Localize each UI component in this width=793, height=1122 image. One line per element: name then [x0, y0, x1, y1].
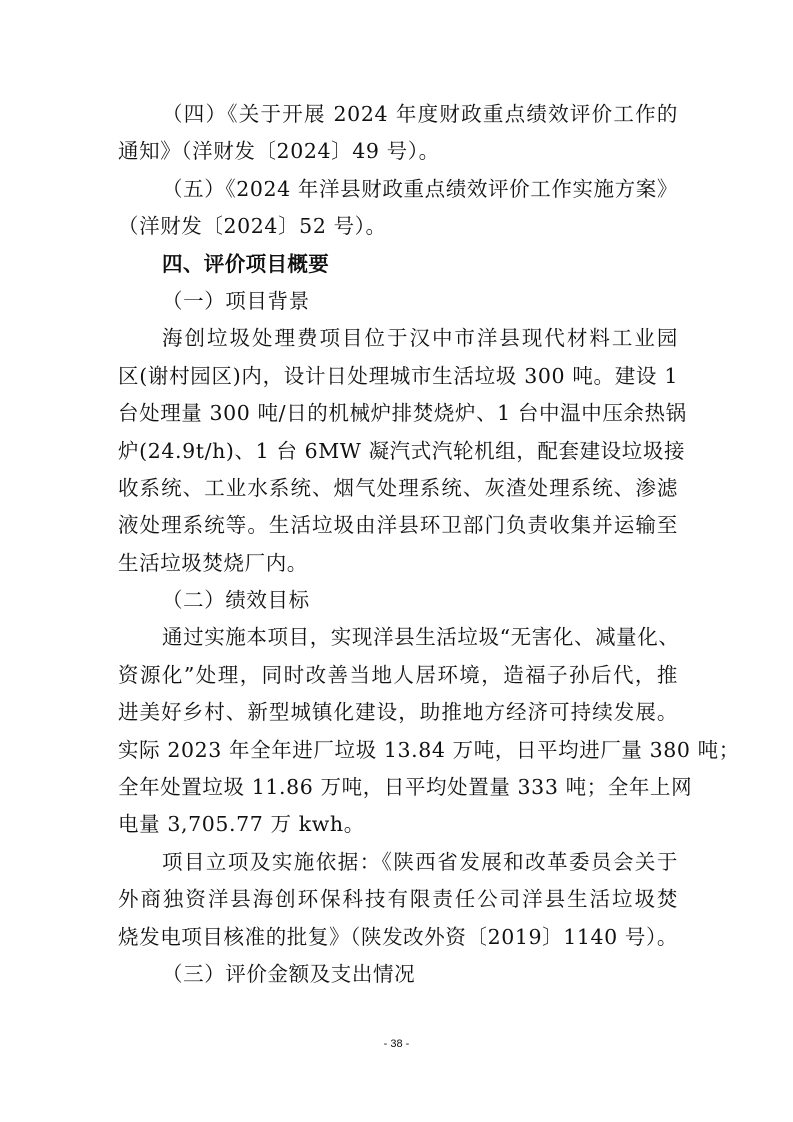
basis-paragraph-line: 项目立项及实施依据：《陕西省发展和改革委员会关于 [162, 849, 678, 874]
page-number: - 38 - [383, 1038, 410, 1050]
background-paragraph-line: 区(谢村园区)内，设计日处理城市生活垃圾 300 吨。建设 1 [118, 363, 678, 388]
goals-paragraph-line: 全年处置垃圾 11.86 万吨，日平均处置量 333 吨；全年上网 [118, 775, 693, 800]
reference-item-5-line-1: （五）《2024 年洋县财政重点绩效评价工作实施方案》 [162, 176, 678, 201]
document-body [118, 96, 740, 993]
background-paragraph-line: 炉(24.9t/h)、1 台 6MW 凝汽式汽轮机组，配套建设垃圾接 [118, 438, 686, 463]
goals-paragraph-line: 资源化”处理，同时改善当地人居环境，造福子孙后代，推 [118, 662, 678, 687]
subsection-heading-amount: （三）评价金额及支出情况 [162, 961, 416, 986]
goals-paragraph-line: 进美好乡村、新型城镇化建设，助推地方经济可持续发展。 [118, 700, 678, 725]
reference-item-4-line-1: （四）《关于开展 2024 年度财政重点绩效评价工作的 [162, 102, 678, 126]
subsection-heading-goals: （二）绩效目标 [162, 588, 310, 613]
background-paragraph-line: 收系统、工业水系统、烟气处理系统、灰渣处理系统、渗滤 [118, 475, 678, 500]
background-paragraph-line: 海创垃圾处理费项目位于汉中市洋县现代材料工业园 [162, 326, 678, 351]
basis-paragraph-line: 烧发电项目核准的批复》（陕发改外资〔2019〕1140 号）。 [118, 924, 678, 949]
background-paragraph-line: 生活垃圾焚烧厂内。 [118, 550, 308, 575]
goals-paragraph-line: 通过实施本项目，实现洋县生活垃圾“无害化、减量化、 [162, 625, 680, 650]
reference-item-4-line-2: 通知》（洋财发〔2024〕49 号）。 [118, 139, 440, 164]
section-heading: 四、评价项目概要 [162, 251, 330, 276]
reference-item-5-line-2: （洋财发〔2024〕52 号）。 [118, 214, 387, 239]
subsection-heading-background: （一）项目背景 [162, 288, 310, 313]
background-paragraph-line: 液处理系统等。生活垃圾由洋县环卫部门负责收集并运输至 [118, 513, 678, 538]
goals-paragraph-line: 电量 3,705.77 万 kwh。 [118, 812, 365, 837]
basis-paragraph-line: 外商独资洋县海创环保科技有限责任公司洋县生活垃圾焚 [118, 887, 678, 912]
goals-paragraph-line: 实际 2023 年全年进厂垃圾 13.84 万吨，日平均进厂量 380 吨； [118, 737, 740, 762]
background-paragraph-line: 台处理量 300 吨/日的机械炉排焚烧炉、1 台中温中压余热锅 [118, 401, 687, 426]
